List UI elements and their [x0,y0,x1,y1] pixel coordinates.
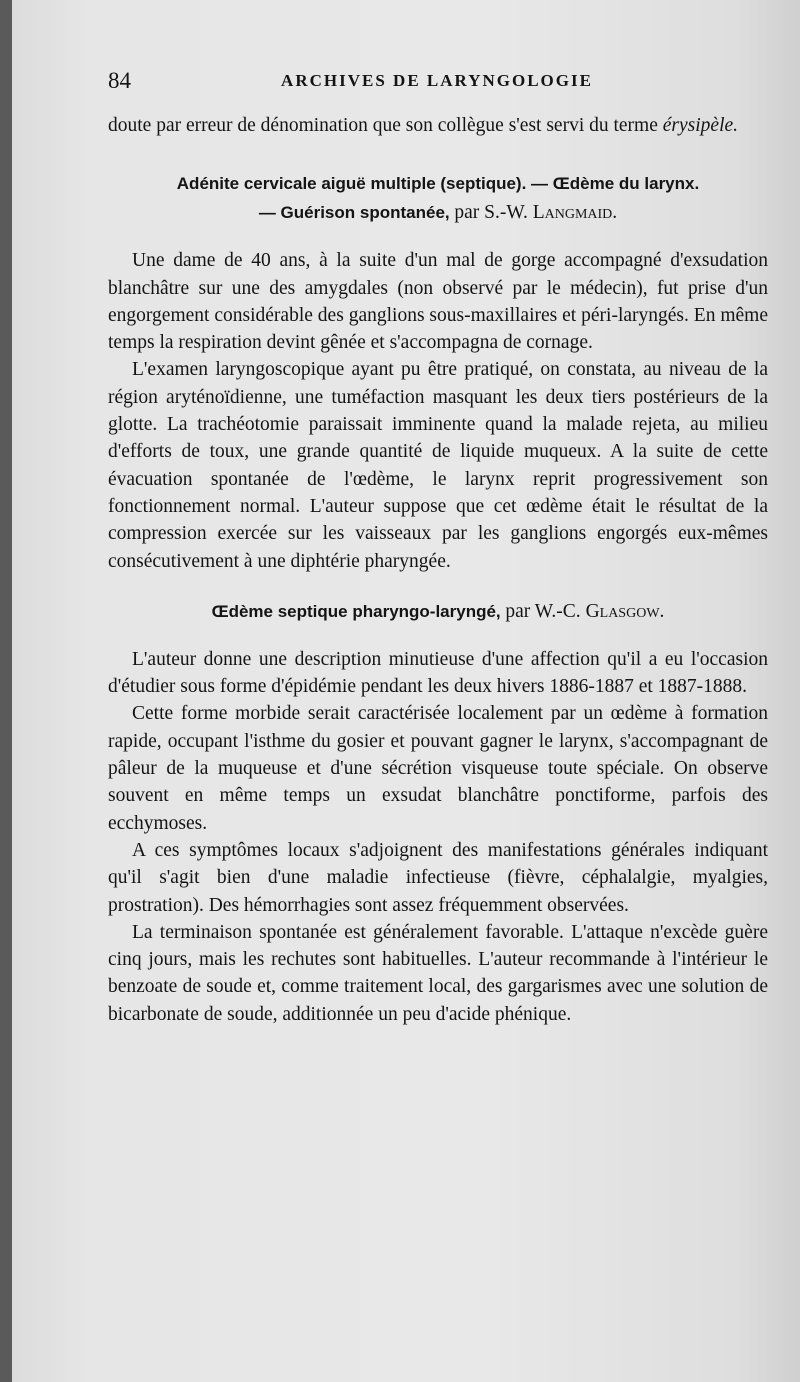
article2-author-prefix: par W.-C. [505,600,581,622]
article1-heading-line1: Adénite cervicale aiguë multiple (septique). — Œdème du larynx. [176,174,700,194]
spacer [108,575,768,597]
spacer [108,626,768,646]
running-title: ARCHIVES DE LARYNGOLOGIE [281,71,593,90]
article2-author [505,601,664,622]
spacer [108,227,768,247]
article2-paragraph: A ces symptômes locaux s'adjoignent des manifestations générales indiquant qu'il s'agit bien d'une maladie infectieuse (fièvre, céphalalgie, myalgies, prostration). Des hémorrhagies sont assez fréquemment observées. [108,839,768,916]
intro-paragraph [108,112,768,139]
article2-author-name: Glasgow. [585,600,665,622]
article1-author-name: Langmaid. [532,202,618,224]
intro-italic-word: érysipèle. [662,115,739,136]
article1-paragraph: Une dame de 40 ans, à la suite d'un mal de gorge accompagné d'exsudation blanchâtre sur une des amygdales (non observé par le médecin), fut prise d'un engorgement considérable des ganglions sous-maxillaires et péri-laryngés. En même temps la respiration devint gênée et s'accompagna de cornage. [108,250,768,354]
article2-heading-title: Œdème septique pharyngo-laryngé, [211,601,501,621]
article2-heading [108,597,768,626]
page-number: 84 [108,68,131,93]
article2-paragraph: Cette forme morbide serait caractérisée localement par un œdème à formation rapide, occupant l'isthme du gosier et pouvant gagner le larynx, s'accompagnant de pâleur de la muqueuse et d'une sécrétion visqueuse toute spéciale. On observe souvent en même temps un exsudat blanchâtre ponctiforme, parfois des ecchymoses. [108,703,768,834]
article1-author-prefix: par S.-W. [454,202,528,224]
spacer [108,139,768,169]
article1-paragraph: L'examen laryngoscopique ayant pu être pratiqué, on constata, au niveau de la région aryténoïdienne, une tuméfaction masquant les deux tiers postérieurs de la glotte. La trachéotomie paraissait imminente quand la malade rejeta, au milieu d'efforts de toux, une grande quantité de liquide muqueux. A la suite de cette évacuation spontanée de l'œdème, le larynx reprit progressivement son fonctionnement normal. L'auteur suppose que cet œdème était le résultat de la compression exercée sur les vaisseaux par les ganglions engorgés eux-mêmes consécutivement à une diphtérie pharyngée. [108,359,768,572]
article2-paragraph: L'auteur donne une description minutieuse d'une affection qu'il a eu l'occasion d'étudier sous forme d'épidémie pendant les deux hivers 1886-1887 et 1887-1888. [108,648,768,698]
page-content [108,112,768,1028]
article1-heading-line2: — Guérison spontanée, [258,203,450,223]
intro-line: doute par erreur de dénomination que son collègue s'est servi du terme [108,115,658,136]
article2-paragraph: La terminaison spontanée est généralement favorable. L'attaque n'excède guère cinq jours, mais les rechutes sont habituelles. L'auteur recommande à l'intérieur le benzoate de soude et, comme traitement local, des gargarismes avec une solution de bicarbonate de soude, additionnée un peu d'acide phénique. [108,921,768,1025]
page-header [108,68,766,98]
article1-heading [108,169,768,227]
book-page [12,0,800,1382]
article1-author [454,202,617,223]
